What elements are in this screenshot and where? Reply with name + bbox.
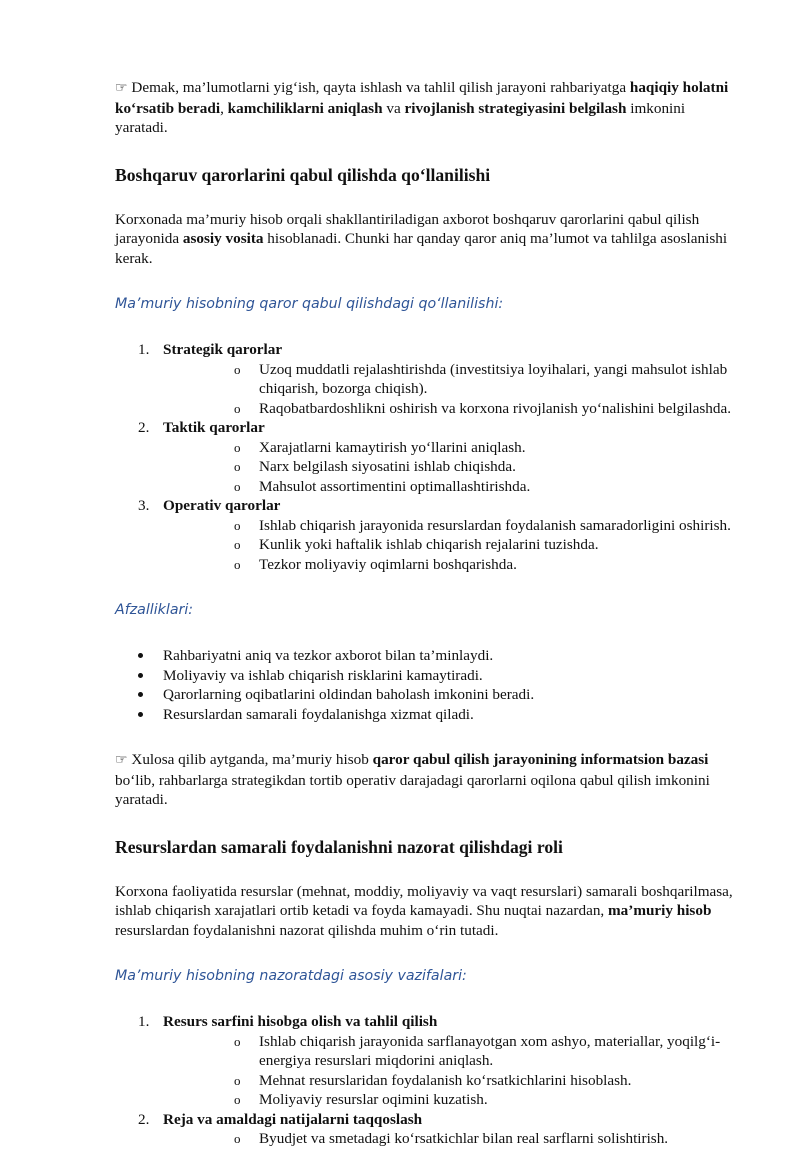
- list-item: Moliyaviy va ishlab chiqarish risklarini kamaytiradi.: [115, 666, 740, 686]
- list-item: o Narx belgilash siyosatini ishlab chiqishda.: [234, 458, 516, 475]
- decision-types-list: [115, 340, 740, 574]
- list-item: o Tezkor moliyaviy oqimlarni boshqarishda.: [234, 555, 517, 573]
- hand-pointing-right-icon: ☞: [115, 752, 128, 768]
- list-item-plan-vs-actual: 2. Reja va amaldagi natijalarni taqqoslash o Byudjet va smetadagi ko‘rsatkichlar bilan real sarflarni solishtirish.: [115, 1110, 740, 1149]
- control-tasks-list: [115, 1012, 740, 1149]
- section-heading-decisions: Boshqaruv qarorlarini qabul qilishda qo‘llanilishi: [115, 164, 491, 185]
- list-item: o Uzoq muddatli rejalashtirishda (investitsiya loyihalari, yangi mahsulot ishlab chiqarish, bozorga chiqish).: [234, 360, 728, 397]
- list-item: o Xarajatlarni kamaytirish yo‘llarini aniqlash.: [234, 438, 526, 456]
- list-item: o Mahsulot assortimentini optimallashtirishda.: [234, 477, 531, 495]
- paragraph-conclusion-2: ☞ Xulosa qilib aytganda, ma’muriy hisob qaror qabul qilish jarayonining informatsion bazasi bo‘lib, rahbarlarga strategikdan tortib operativ darajadagi qarorlarni oqilona qabul qilish imkonini yaratadi.: [115, 751, 710, 808]
- document-body: [115, 78, 740, 1175]
- list-item: o Moliyaviy resurslar oqimini kuzatish.: [234, 1091, 488, 1108]
- section-heading-resources: Resurslardan samarali foydalanishni nazorat qilishdagi roli: [115, 836, 563, 857]
- list-item: Resurslardan samarali foydalanishga xizmat qiladi.: [115, 705, 740, 725]
- list-item: o Byudjet va smetadagi ko‘rsatkichlar bilan real sarflarni solishtirish.: [234, 1130, 669, 1147]
- paragraph-decisions-intro: Korxonada ma’muriy hisob orqali shakllantiriladigan axborot boshqaruv qarorlarini qabul qilish jarayonida asosiy vosita hisoblanadi. Chunki har qanday qaror aniq ma’lumot va tahlilga asoslanishi kerak.: [115, 210, 728, 267]
- subheading-advantages: Afzalliklari:: [115, 602, 194, 618]
- list-item: Rahbariyatni aniq va tezkor axborot bilan ta’minlaydi.: [115, 646, 740, 666]
- paragraph-resources-intro: Korxona faoliyatida resurslar (mehnat, moddiy, moliyaviy va vaqt resurslari) samarali boshqarilmasa, ishlab chiqarish xarajatlari ortib ketadi va foyda kamayadi. Shu nuqtai nazardan, ma’muriy hisob resurslardan foydalanishni nazorat qilishda muhim o‘rin tutadi.: [115, 882, 733, 939]
- paragraph-conclusion-1: ☞ Demak, ma’lumotlarni yig‘ish, qayta ishlash va tahlil qilish jarayoni rahbariyatga haqiqiy holatni ko‘rsatib beradi, kamchiliklarni aniqlash va rivojlanish strategiyasini belgilash imkonini yaratadi.: [115, 79, 729, 136]
- list-item-operative: 3. Operativ qarorlar o Ishlab chiqarish jarayonida resurslardan foydalanish samaradorligini oshirish. o Kunlik yoki haftalik ishlab chiqarish rejalarini tuzishda. o Tezkor moliyaviy oqimlarni boshqarishda.: [115, 496, 740, 574]
- subheading-control-tasks: Ma’muriy hisobning nazoratdagi asosiy vazifalari:: [115, 968, 467, 984]
- list-item-tactical: 2. Taktik qarorlar o Xarajatlarni kamaytirish yo‘llarini aniqlash. o Narx belgilash siyosatini ishlab chiqishda. o Mahsulot assortimentini optimallashtirishda.: [115, 418, 740, 496]
- list-item: o Mehnat resurslaridan foydalanish ko‘rsatkichlarini hisoblash.: [234, 1071, 632, 1089]
- list-item: o Ishlab chiqarish jarayonida resurslardan foydalanish samaradorligini oshirish.: [234, 516, 731, 534]
- list-item: Qarorlarning oqibatlarini oldindan baholash imkonini beradi.: [115, 685, 740, 705]
- list-item-strategic: 1. Strategik qarorlar o Uzoq muddatli rejalashtirishda (investitsiya loyihalari, yangi mahsulot ishlab chiqarish, bozorga chiqish). o Raqobatbardoshlikni oshirish va korxona rivojlanish yo‘nalishini belgilashda.: [115, 340, 740, 418]
- list-item: o Ishlab chiqarish jarayonida sarflanayotgan xom ashyo, materiallar, yoqilg‘i-energiya resurslari miqdorini aniqlash.: [234, 1032, 721, 1069]
- subheading-decision-usage: Ma’muriy hisobning qaror qabul qilishdagi qo‘llanilishi:: [115, 296, 504, 312]
- list-item: o Kunlik yoki haftalik ishlab chiqarish rejalarini tuzishda.: [234, 536, 599, 553]
- list-item-resource-accounting: 1. Resurs sarfini hisobga olish va tahlil qilish o Ishlab chiqarish jarayonida sarflanayotgan xom ashyo, materiallar, yoqilg‘i-energiya resurslari miqdorini aniqlash. o Mehnat resurslaridan foydalanish ko‘rsatkichlarini hisoblash. o Moliyaviy resurslar oqimini kuzatish.: [115, 1012, 740, 1110]
- hand-pointing-right-icon: ☞: [115, 80, 128, 96]
- list-item: o Raqobatbardoshlikni oshirish va korxona rivojlanish yo‘nalishini belgilashda.: [234, 399, 732, 417]
- advantages-list: [115, 646, 740, 724]
